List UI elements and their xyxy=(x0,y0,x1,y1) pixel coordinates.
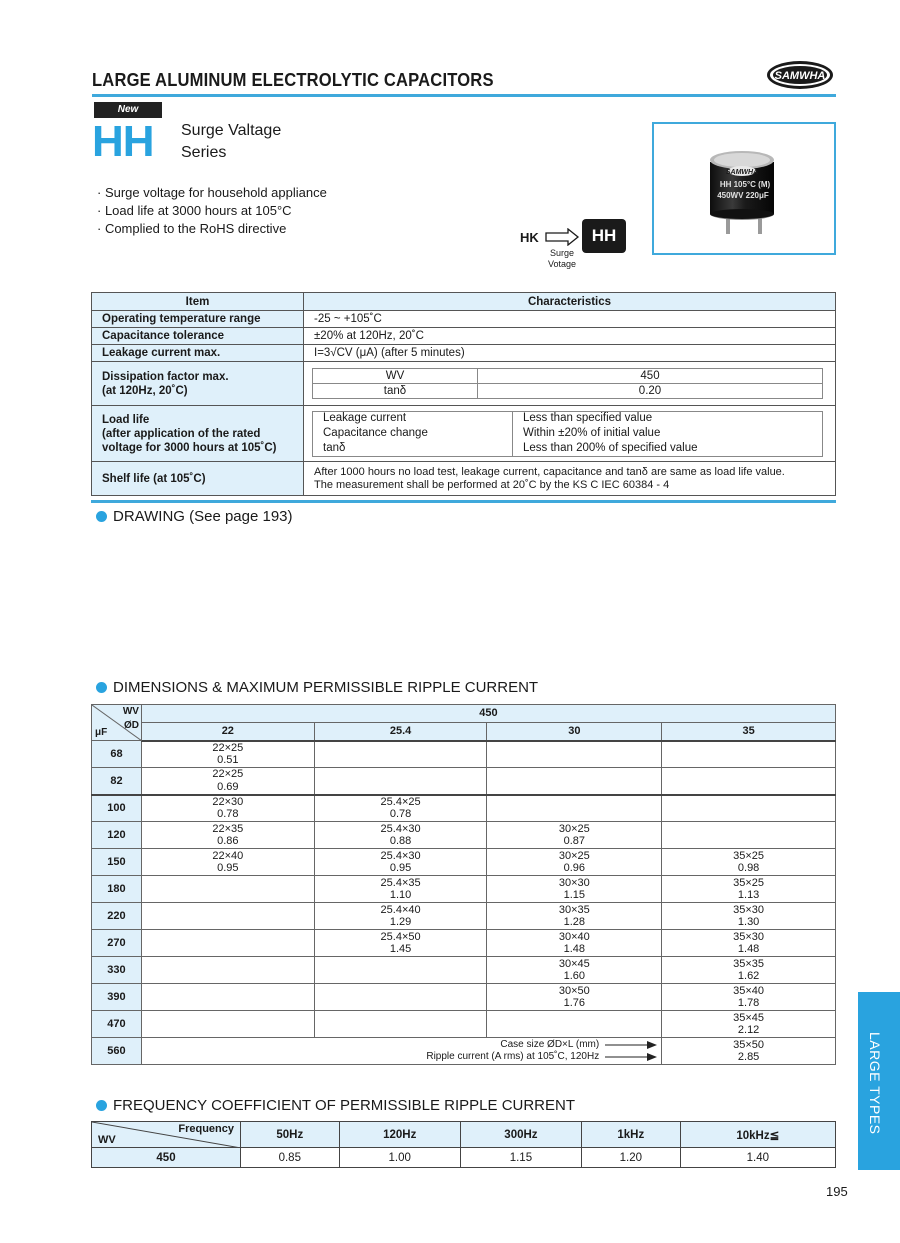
ripple-current: 0.88 xyxy=(389,835,412,847)
ripple-current: 1.30 xyxy=(737,916,760,928)
feature-list xyxy=(97,184,327,238)
subtable-label: WV xyxy=(313,369,478,384)
predecessor-series: HK xyxy=(520,230,539,245)
case-size: 35×30 xyxy=(733,930,765,943)
frequency-table xyxy=(91,1121,836,1168)
dimension-cell xyxy=(662,849,836,876)
subtable-value: Within ±20% of initial value xyxy=(513,426,823,441)
samwha-logo xyxy=(766,60,834,90)
dimension-cell xyxy=(314,903,487,930)
row-value: ±20% at 120Hz, 20˚C xyxy=(304,328,836,345)
table-row xyxy=(92,903,836,930)
svg-text:SAMWHA: SAMWHA xyxy=(774,70,826,82)
case-size: 25.4×40 xyxy=(380,903,421,916)
dimension-cell xyxy=(141,768,314,795)
table-row xyxy=(92,822,836,849)
capacitance-cell: 270 xyxy=(92,930,142,957)
case-size: 22×40 xyxy=(212,849,244,862)
dimension-cell xyxy=(487,741,662,768)
dimension-cell xyxy=(141,822,314,849)
capacitance-cell: 68 xyxy=(92,741,142,768)
arrow-right-icon xyxy=(544,228,580,246)
ripple-current: 1.78 xyxy=(737,997,760,1009)
ripple-current: 0.69 xyxy=(217,780,239,793)
dimension-cell xyxy=(141,741,314,768)
legend-line xyxy=(142,1051,657,1064)
dimension-cell xyxy=(141,849,314,876)
table-row xyxy=(92,1011,836,1038)
dimension-cell xyxy=(141,984,314,1011)
case-size: 35×25 xyxy=(733,876,765,889)
row-value-line: After 1000 hours no load test, leakage current, capacitance and tanδ are same as load life value. xyxy=(314,465,785,478)
row-value: -25 ~ +105˚C xyxy=(304,311,836,328)
dimension-cell xyxy=(487,930,662,957)
ripple-current: 1.10 xyxy=(389,889,412,901)
legend-text: Ripple current (A rms) at 105˚C, 120Hz xyxy=(426,1051,600,1062)
row-value xyxy=(304,462,836,496)
row-label: Leakage current max. xyxy=(92,345,304,362)
row-label-line: voltage for 3000 hours at 105˚C) xyxy=(102,441,277,454)
row-label-line: Dissipation factor max. xyxy=(102,370,229,383)
ripple-current: 1.45 xyxy=(389,943,412,955)
dimension-cell xyxy=(141,930,314,957)
capacitance-cell: 560 xyxy=(92,1038,142,1065)
table-row xyxy=(92,1038,836,1065)
subtable-value: 0.20 xyxy=(478,384,823,399)
case-size: 35×45 xyxy=(733,1011,765,1024)
row-label: Operating temperature range xyxy=(92,311,304,328)
product-photo-frame xyxy=(652,122,836,255)
coefficient-cell: 1.40 xyxy=(680,1148,835,1168)
legend-cell xyxy=(141,1038,661,1065)
dimension-cell xyxy=(662,957,836,984)
case-size: 35×50 xyxy=(733,1038,765,1051)
bullet-dot-icon xyxy=(96,1100,107,1111)
col-header-item: Item xyxy=(92,293,304,311)
capacitance-cell: 180 xyxy=(92,876,142,903)
case-size: 30×50 xyxy=(558,984,590,997)
ripple-current: 2.12 xyxy=(737,1024,760,1036)
section-rule xyxy=(91,500,836,503)
dimension-cell xyxy=(662,768,836,795)
dimension-cell xyxy=(141,957,314,984)
row-label-line: (at 120Hz, 20˚C) xyxy=(102,384,188,397)
wv-cell: 450 xyxy=(92,1148,241,1168)
case-size: 30×40 xyxy=(558,930,590,943)
case-size: 22×35 xyxy=(212,822,244,835)
series-code: HH xyxy=(92,117,154,166)
subtable-value: Less than specified value xyxy=(513,411,823,426)
characteristics-table xyxy=(91,292,836,496)
dimension-cell xyxy=(662,876,836,903)
wv-header: 450 xyxy=(141,705,835,723)
dimension-cell xyxy=(314,822,487,849)
corner-uf-label: μF xyxy=(95,726,108,738)
dimension-cell xyxy=(141,795,314,822)
dimension-cell xyxy=(487,795,662,822)
svg-text:450WV 220μF: 450WV 220μF xyxy=(717,191,769,200)
diameter-header: 30 xyxy=(487,723,662,741)
diameter-header: 35 xyxy=(662,723,836,741)
dimension-cell xyxy=(314,795,487,822)
capacitance-cell: 100 xyxy=(92,795,142,822)
ripple-current: 2.85 xyxy=(737,1051,760,1063)
dimension-cell xyxy=(662,930,836,957)
table-row xyxy=(92,930,836,957)
frequency-header: 10kHz≦ xyxy=(680,1122,835,1148)
bullet-dot-icon xyxy=(96,682,107,693)
ripple-current: 1.28 xyxy=(563,916,586,928)
dimension-cell xyxy=(487,849,662,876)
table-corner-cell xyxy=(92,1122,241,1148)
case-size: 22×25 xyxy=(212,768,244,781)
dissipation-subtable xyxy=(312,368,823,399)
frequency-header: 50Hz xyxy=(241,1122,340,1148)
subtable-label: Capacitance change xyxy=(313,426,513,441)
row-value: I=3√CV (μA) (after 5 minutes) xyxy=(304,345,836,362)
dimension-cell xyxy=(314,930,487,957)
ripple-current: 1.15 xyxy=(563,889,586,901)
dimension-cell xyxy=(662,795,836,822)
subtable-label: Leakage current xyxy=(313,411,513,426)
table-row xyxy=(92,768,836,795)
row-label xyxy=(92,406,304,462)
capacitor-image xyxy=(654,124,834,253)
row-label-line: Load life xyxy=(102,413,150,426)
ripple-current: 0.87 xyxy=(563,835,586,847)
case-size: 25.4×50 xyxy=(380,930,421,943)
dimension-cell xyxy=(487,903,662,930)
case-size: 35×40 xyxy=(733,984,765,997)
ripple-current: 1.60 xyxy=(563,970,586,982)
dimension-cell xyxy=(314,984,487,1011)
bullet-dot-icon xyxy=(96,511,107,522)
side-tab-label: LARGE TYPES xyxy=(867,1032,883,1135)
subtable-label: tanδ xyxy=(313,441,513,456)
capacitance-cell: 220 xyxy=(92,903,142,930)
dimension-cell xyxy=(662,822,836,849)
frequency-header: 120Hz xyxy=(339,1122,460,1148)
ripple-current: 0.98 xyxy=(737,862,760,874)
section-heading-text: DIMENSIONS & MAXIMUM PERMISSIBLE RIPPLE CURRENT xyxy=(113,679,539,696)
dimension-cell xyxy=(314,1011,487,1038)
dimension-cell xyxy=(314,741,487,768)
dimensions-table xyxy=(91,704,836,1065)
new-badge: New xyxy=(94,102,162,118)
frequency-header: 300Hz xyxy=(460,1122,581,1148)
dimension-cell xyxy=(314,849,487,876)
table-corner-cell xyxy=(92,705,142,741)
table-row xyxy=(92,849,836,876)
row-label: Capacitance tolerance xyxy=(92,328,304,345)
legend xyxy=(142,1039,657,1064)
ripple-current: 0.86 xyxy=(217,835,239,847)
ripple-current: 0.78 xyxy=(389,808,412,821)
section-heading-text: DRAWING (See page 193) xyxy=(113,508,293,525)
case-size: 25.4×30 xyxy=(380,849,421,862)
case-size: 30×35 xyxy=(558,903,590,916)
arrow-right-icon xyxy=(605,1053,657,1061)
dimension-cell xyxy=(662,903,836,930)
subtable-value: 450 xyxy=(478,369,823,384)
capacitance-cell: 82 xyxy=(92,768,142,795)
ripple-current: 1.48 xyxy=(737,943,760,955)
table-row xyxy=(92,741,836,768)
title-rule xyxy=(92,94,836,97)
lineage-note xyxy=(546,248,578,270)
dimension-cell xyxy=(141,876,314,903)
dimension-cell xyxy=(487,822,662,849)
feature-item: · Surge voltage for household appliance xyxy=(97,185,327,200)
col-header-characteristics: Characteristics xyxy=(304,293,836,311)
coefficient-cell: 0.85 xyxy=(241,1148,340,1168)
dimension-cell xyxy=(141,903,314,930)
row-value xyxy=(304,362,836,406)
row-value xyxy=(304,406,836,462)
dimension-cell xyxy=(487,984,662,1011)
case-size: 22×25 xyxy=(212,741,244,754)
drawing-heading xyxy=(96,508,293,525)
ripple-current: 0.95 xyxy=(217,862,239,874)
corner-frequency-label: Frequency xyxy=(178,1123,234,1135)
dimension-cell xyxy=(487,957,662,984)
frequency-header: 1kHz xyxy=(582,1122,681,1148)
case-size: 25.4×30 xyxy=(380,822,421,835)
diameter-header: 25.4 xyxy=(314,723,487,741)
series-name xyxy=(181,120,341,164)
subtable-value: Less than 200% of specified value xyxy=(513,441,823,456)
dimension-cell xyxy=(662,1038,836,1065)
case-size: 35×25 xyxy=(733,849,765,862)
ripple-current: 1.13 xyxy=(737,889,760,901)
ripple-current: 0.78 xyxy=(217,808,239,821)
case-size: 30×25 xyxy=(558,849,590,862)
ripple-current: 1.48 xyxy=(563,943,586,955)
dimension-cell xyxy=(662,984,836,1011)
corner-wv-label: WV xyxy=(98,1134,116,1146)
page-title: LARGE ALUMINUM ELECTROLYTIC CAPACITORS xyxy=(92,70,494,90)
case-size: 25.4×35 xyxy=(380,876,421,889)
series-name-line-1: Surge Valtage xyxy=(181,122,282,139)
dimension-cell xyxy=(141,1011,314,1038)
dimension-cell xyxy=(662,1011,836,1038)
table-row xyxy=(92,795,836,822)
table-row xyxy=(92,1148,836,1168)
dimension-cell xyxy=(314,957,487,984)
coefficient-cell: 1.15 xyxy=(460,1148,581,1168)
dimension-cell xyxy=(487,876,662,903)
row-label xyxy=(92,362,304,406)
dims-heading xyxy=(96,679,538,696)
capacitance-cell: 390 xyxy=(92,984,142,1011)
section-heading-text: FREQUENCY COEFFICIENT OF PERMISSIBLE RIPPLE CURRENT xyxy=(113,1097,576,1114)
case-size: 35×35 xyxy=(733,957,765,970)
case-size: 30×25 xyxy=(558,822,590,835)
freq-heading xyxy=(96,1097,575,1114)
svg-text:SAMWHA: SAMWHA xyxy=(725,169,759,176)
feature-item: · Load life at 3000 hours at 105°C xyxy=(97,203,292,218)
feature-item: · Complied to the RoHS directive xyxy=(97,221,287,236)
row-value-line: The measurement shall be performed at 20˚C by the KS C IEC 60384 - 4 xyxy=(314,478,670,491)
ripple-current: 1.62 xyxy=(737,970,760,982)
case-size: 25.4×25 xyxy=(380,795,421,808)
case-size: 30×45 xyxy=(558,957,590,970)
legend-line xyxy=(142,1039,657,1052)
coefficient-cell: 1.20 xyxy=(582,1148,681,1168)
capacitance-cell: 150 xyxy=(92,849,142,876)
series-name-line-2: Series xyxy=(181,144,227,161)
table-row xyxy=(92,957,836,984)
ripple-current: 0.96 xyxy=(563,862,586,874)
lineage-note-line: Surge xyxy=(549,248,575,258)
ripple-current: 1.29 xyxy=(389,916,412,928)
ripple-current: 1.76 xyxy=(563,997,586,1009)
side-tab xyxy=(858,992,900,1170)
diameter-header: 22 xyxy=(141,723,314,741)
case-size: 30×30 xyxy=(558,876,590,889)
page-number: 195 xyxy=(826,1184,848,1199)
corner-d-label: ØD xyxy=(123,720,139,731)
load-life-subtable xyxy=(312,411,823,457)
legend-text: Case size ØD×L (mm) xyxy=(500,1038,600,1050)
ripple-current: 0.51 xyxy=(217,754,239,767)
case-size: 35×30 xyxy=(733,903,765,916)
arrow-right-icon xyxy=(605,1041,657,1049)
successor-series-badge: HH xyxy=(582,219,626,253)
capacitance-cell: 470 xyxy=(92,1011,142,1038)
capacitance-cell: 330 xyxy=(92,957,142,984)
dimension-cell xyxy=(487,1011,662,1038)
case-size: 22×30 xyxy=(212,795,244,808)
table-row xyxy=(92,984,836,1011)
row-label: Shelf life (at 105˚C) xyxy=(92,462,304,496)
dimension-cell xyxy=(314,876,487,903)
dimension-cell xyxy=(662,741,836,768)
ripple-current: 0.95 xyxy=(389,862,412,874)
capacitance-cell: 120 xyxy=(92,822,142,849)
table-row xyxy=(92,876,836,903)
lineage-note-line: Votage xyxy=(547,259,577,269)
svg-text:HH 105°C (M): HH 105°C (M) xyxy=(719,180,771,189)
coefficient-cell: 1.00 xyxy=(339,1148,460,1168)
row-label-line: (after application of the rated xyxy=(102,427,261,440)
dimension-cell xyxy=(487,768,662,795)
dimension-cell xyxy=(314,768,487,795)
corner-wv-label: WV xyxy=(122,706,139,717)
subtable-label: tanδ xyxy=(313,384,478,399)
